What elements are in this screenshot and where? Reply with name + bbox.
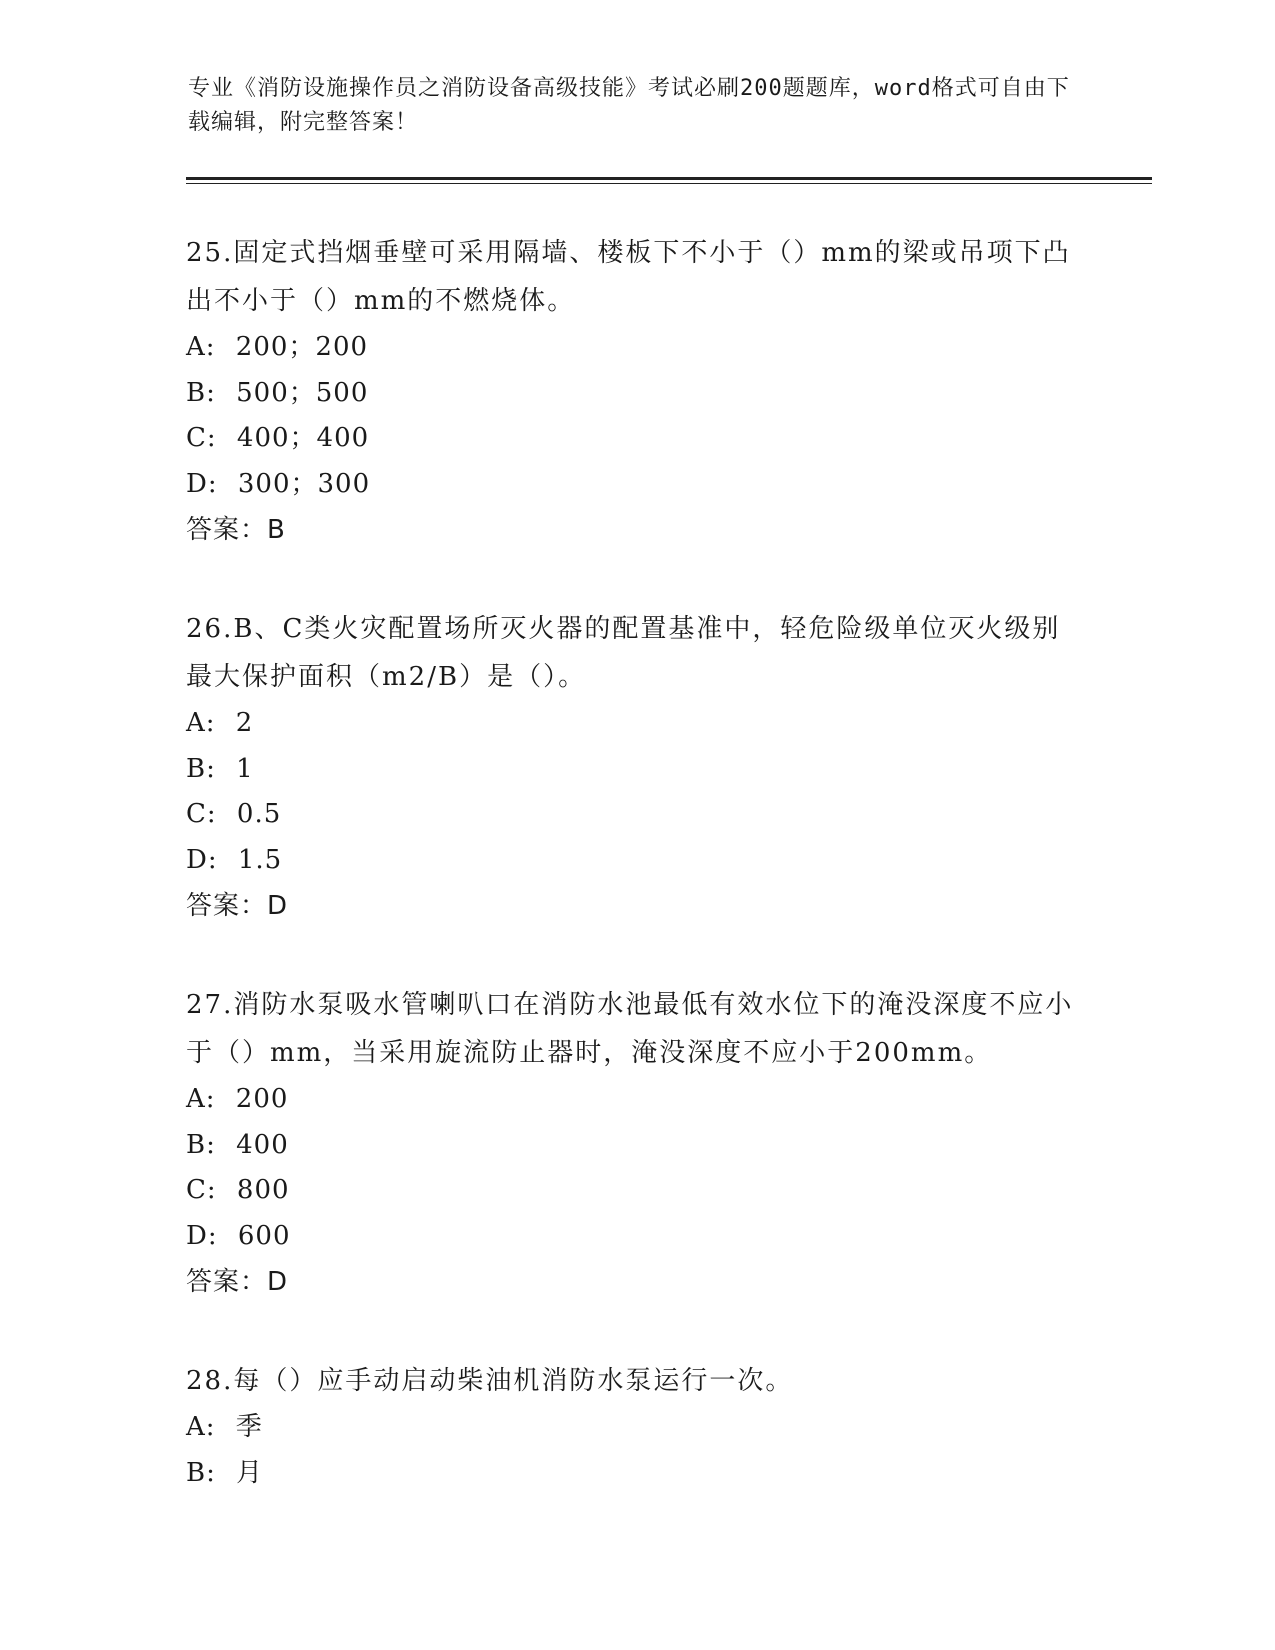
option-c: C : 400；400 (186, 416, 1086, 462)
question-stem: 25.固定式挡烟垂壁可采用隔墙、楼板下不小于（）mm的梁或吊项下凸出不小于（）mm的不燃烧体。 (186, 238, 1071, 316)
answer-value: B (267, 515, 286, 545)
option-text: 月 (236, 1457, 264, 1488)
answer-line (186, 883, 1086, 929)
option-key: D (186, 844, 208, 875)
option-key: A (186, 1412, 206, 1442)
option-key: A (186, 1084, 206, 1114)
option-key: C (186, 1175, 207, 1205)
document-header: 专业《消防设施操作员之消防设备高级技能》考试必刷200题题库，word格式可自由下载编辑，附完整答案！ (188, 76, 1070, 135)
header-divider-thick (186, 177, 1152, 180)
answer-label: 答案： (186, 515, 268, 545)
question-list (186, 229, 1086, 1548)
option-c: C : 800 (186, 1168, 1086, 1214)
option-text: 1 (236, 753, 254, 784)
option-key: B (186, 377, 207, 408)
header-divider-thin (186, 183, 1152, 184)
answer-line (186, 1259, 1086, 1305)
answer-label: 答案： (186, 891, 268, 921)
option-text: 2 (235, 708, 254, 738)
option-key: D (186, 1220, 208, 1251)
option-key: A (186, 708, 206, 738)
option-text: 200；200 (235, 332, 369, 362)
answer-line (186, 507, 1086, 553)
question-stem: 27.消防水泵吸水管喇叭口在消防水池最低有效水位下的淹没深度不应小于（）mm，当采用旋流防止器时，淹没深度不应小于200mm。 (186, 990, 1074, 1068)
option-a: A : 200；200 (186, 325, 1086, 371)
option-key: B (186, 1457, 207, 1488)
option-text: 400 (236, 1129, 289, 1160)
option-text: 0.5 (236, 799, 282, 829)
option-key: D (186, 468, 208, 499)
option-text: 600 (237, 1220, 291, 1251)
option-text: 400；400 (236, 423, 370, 453)
question-26 (186, 605, 1086, 929)
option-d: D : 600 (186, 1214, 1086, 1260)
option-text: 800 (236, 1175, 290, 1205)
option-key: B (186, 753, 207, 784)
option-b: B : 500；500 (186, 371, 1086, 417)
question-stem: 28.每（）应手动启动柴油机消防水泵运行一次。 (186, 1366, 794, 1396)
option-key: C (186, 423, 207, 453)
option-key: B (186, 1129, 207, 1160)
option-d: D : 1.5 (186, 838, 1086, 884)
question-stem: 26.B、C类火灾配置场所灭火器的配置基准中，轻危险级单位灭火级别最大保护面积（m2/B）是（）。 (186, 614, 1061, 692)
option-text: 300；300 (237, 468, 371, 499)
answer-value: D (267, 891, 289, 921)
option-a: A : 季 (186, 1405, 1086, 1451)
option-a: A : 2 (186, 701, 1086, 747)
question-28 (186, 1357, 1086, 1496)
option-text: 1.5 (237, 844, 283, 875)
option-b: B : 1 (186, 747, 1086, 793)
option-text: 500；500 (236, 377, 369, 408)
option-d: D : 300；300 (186, 462, 1086, 508)
answer-label: 答案： (186, 1267, 268, 1297)
answer-value: D (267, 1267, 289, 1297)
option-key: C (186, 799, 207, 829)
question-27 (186, 981, 1086, 1305)
option-c: C : 0.5 (186, 792, 1086, 838)
option-text: 200 (235, 1084, 289, 1114)
question-25 (186, 229, 1086, 553)
option-b: B : 月 (186, 1451, 1086, 1497)
option-b: B : 400 (186, 1123, 1086, 1169)
option-key: A (186, 332, 206, 362)
option-a: A : 200 (186, 1077, 1086, 1123)
option-text: 季 (235, 1412, 263, 1442)
